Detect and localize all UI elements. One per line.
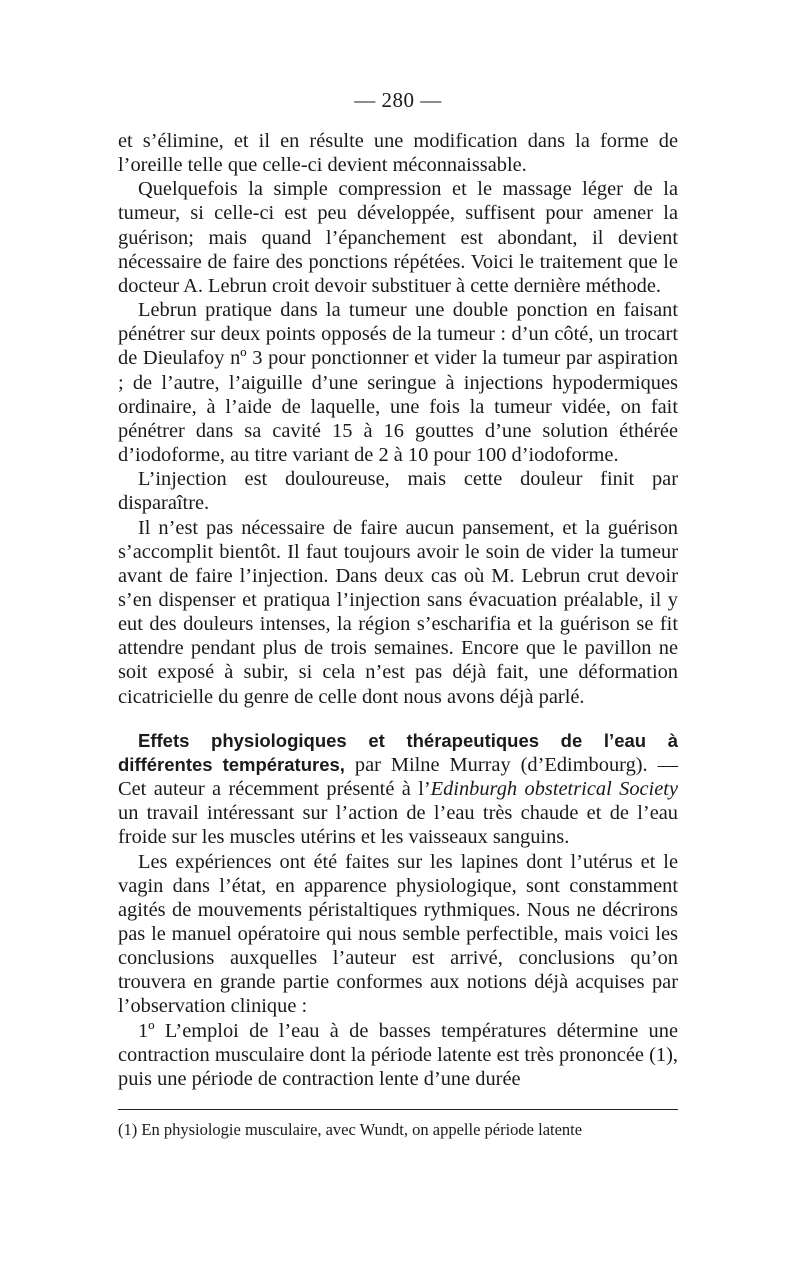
paragraph-conclusion-1: 1º L’emploi de l’eau à de basses températures détermine une contraction musculaire dont la période latente est très prononcée (1), puis une période de contraction lente d’une durée <box>118 1019 678 1090</box>
book-page <box>118 88 678 1140</box>
paragraph-injection-pain: L’injection est douloureuse, mais cette douleur finit par disparaître. <box>118 468 678 515</box>
paragraph-lebrun-method: Lebrun pratique dans la tumeur une double ponction en faisant pénétrer sur deux points opposés de la tumeur : d’un côté, un trocart de Dieulafoy nº 3 pour ponctionner et vider la tumeur par aspiration ; de l’autre, l’aiguille d’une seringue à injections hypodermiques ordinaire, à l’aide de laquelle, une fois la tumeur vidée, on fait pénétrer dans sa cavité 15 à 16 gouttes d’une solution éthérée d’iodoforme, au titre variant de 2 à 10 pour 100 d’iodoforme. <box>118 299 678 467</box>
page-number: — 280 — <box>354 88 442 112</box>
paragraph-experiments: Les expériences ont été faites sur les lapines dont l’utérus et le vagin dans l’état, en apparence physiologique, sont constamment agités de mouvements péristaltiques rythmiques. Nous ne décrirons pas le manuel opératoire qui nous semble perfectible, mais voici les conclusions auxquelles l’auteur est arrivé, conclusions qu’on trouvera en grande partie conformes aux notions déjà acquises par l’observation clinique : <box>118 850 678 1018</box>
section-heading: Effets physiologiques et thérapeutiques de l’eau à différentes températures, <box>118 729 678 775</box>
paragraph-continuation: et s’élimine, et il en résulte une modification dans la forme de l’oreille telle que celle-ci devient méconnaissable. <box>118 130 678 177</box>
section-byline-suffix: un travail intéressant sur l’action de l’eau très chaude et de l’eau froide sur les muscles utérins et les vaisseaux sanguins. <box>118 802 678 849</box>
footnote: (1) En physiologie musculaire, avec Wundt, on appelle période latente <box>118 1120 583 1140</box>
paragraph-compression: Quelquefois la simple compression et le massage léger de la tumeur, si celle-ci est peu développée, suffisent pour amener la guérison; mais quand l’épanchement est abondant, il devient nécessaire de faire des ponctions répétées. Voici le traitement que le docteur A. Lebrun croit devoir substituer à cette dernière méthode. <box>118 178 678 297</box>
paragraph-healing: Il n’est pas nécessaire de faire aucun pansement, et la guérison s’accomplit bientôt. Il faut toujours avoir le soin de vider la tumeur avant de faire l’injection. Dans deux cas où M. Lebrun crut devoir s’en dispenser et pratiqua l’injection sans évacuation préalable, il y eut des douleurs intenses, la région s’escharifia et la guérison se fit attendre pendant plus de trois semaines. Encore que le pavillon ne soit exposé à subir, si cela n’est pas déjà fait, une déformation cicatricielle du genre de celle dont nous avons déjà parlé. <box>118 516 678 708</box>
journal-title: Edinburgh obstetrical Society <box>430 778 678 801</box>
footnote-divider <box>118 1109 678 1110</box>
section-byline-prefix: par Milne Murray (d’Edimbourg). — Cet auteur a récemment présenté à l’ <box>118 753 678 801</box>
body-text <box>118 129 678 1091</box>
section-intro-paragraph <box>118 729 678 850</box>
